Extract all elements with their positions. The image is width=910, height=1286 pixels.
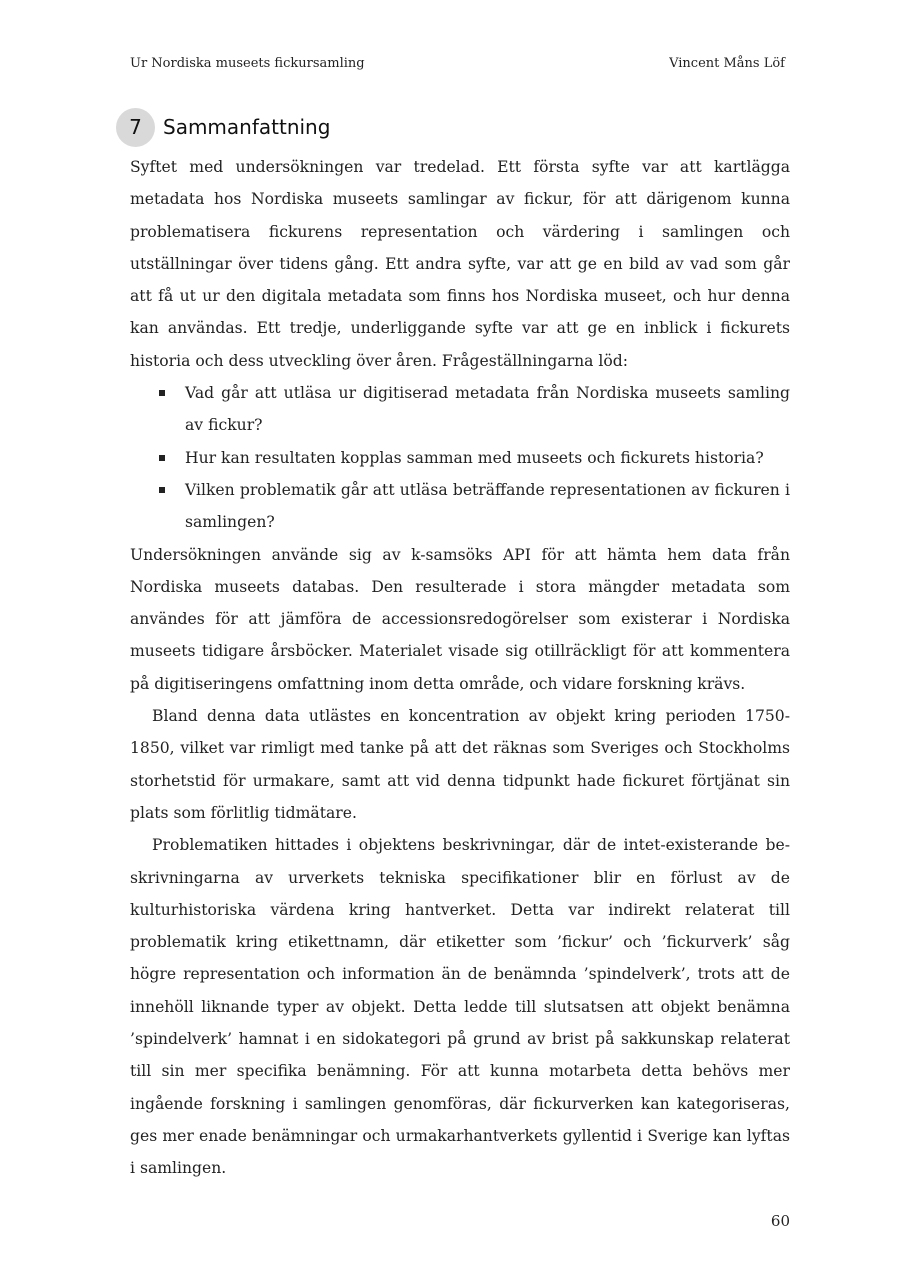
running-header bbox=[130, 56, 785, 76]
body-text bbox=[130, 151, 790, 1185]
section-number-badge: 7 bbox=[116, 108, 155, 147]
intro-paragraph: Syftet med undersökningen var tredelad. Ett första syfte var att kartlägga metadata hos Nordiska museets samlingar av fickur, för att därigenom kunna problematisera fickurens representation och värdering i samlingen och utställningar över tidens gång. Ett andra syfte, var att ge en bild av vad som går att få ut ur den digitala metadata som finns hos Nordiska museet, och hur denna kan användas. Ett tredje, underliggande syfte var att ge en inblick i fickurets historia och dess utveckling över åren. Frågeställningarna löd: bbox=[130, 158, 790, 370]
question-text: Vad går att utläsa ur digitiserad metadata från Nordiska museets samling av fickur? bbox=[185, 384, 790, 435]
question-text: Hur kan resultaten kopplas samman med museets och fickurets historia? bbox=[185, 448, 764, 467]
question-list bbox=[130, 377, 790, 538]
findings-paragraph: Bland denna data utlästes en koncentration av objekt kring perioden 1750-1850, vilket var rimligt med tanke på att det räknas som Sveriges och Stockholms storhetstid för urmakare, samt att vid denna tidpunkt hade fickuret förtjänat sin plats som förlitlig tidmätare. bbox=[130, 707, 790, 822]
square-bullet-icon bbox=[159, 487, 165, 493]
header-author: Vincent Måns Löf bbox=[669, 56, 785, 71]
section-title: Sammanfattning bbox=[163, 115, 331, 139]
question-item bbox=[130, 377, 790, 442]
header-title: Ur Nordiska museets fickursamling bbox=[130, 56, 365, 71]
square-bullet-icon bbox=[159, 390, 165, 396]
method-paragraph: Undersökningen använde sig av k-samsöks API för att hämta hem data från Nordiska museets databas. Den resulterade i stora mängder metadata som användes för att jämföra de accessionsredogörelser som existerar i Nordiska museets tidigare årsböcker. Materialet visade sig otillräckligt för att kommentera på digitiseringens omfattning inom detta område, och vidare forskning krävs. bbox=[130, 545, 790, 693]
conclusion-paragraph: Problematiken hittades i objektens beskrivningar, där de intet-existerande beskrivningarna av urverkets tekniska specifikationer blir en förlust av de kulturhistoriska värdena kring hantverket. Detta var indirekt relaterat till problematik kring etikettnamn, där etiketter som ’fickur’ och ’fickurverk’ såg högre representation och information än de benämnda ’spindelverk’, trots att de innehöll liknande typer av objekt. Detta ledde till slutsatsen att objekt benämna ’spindelverk’ hamnat i en sidokategori på grund av brist på sakkunskap relaterat till sin mer specifika benämning. För att kunna motarbeta detta behövs mer ingående forskning i samlingen genomföras, där fickurverken kan kategoriseras, ges mer enade benämningar och urmakarhantverkets gyllentid i Sverige kan lyftas i samlingen. bbox=[130, 836, 790, 1178]
section-heading bbox=[116, 107, 330, 147]
page-number: 60 bbox=[770, 1212, 790, 1230]
question-text: Vilken problematik går att utläsa beträffande representationen av fickuren i samlingen? bbox=[185, 480, 790, 532]
square-bullet-icon bbox=[159, 455, 165, 461]
question-item bbox=[130, 474, 790, 539]
question-item bbox=[130, 442, 790, 474]
